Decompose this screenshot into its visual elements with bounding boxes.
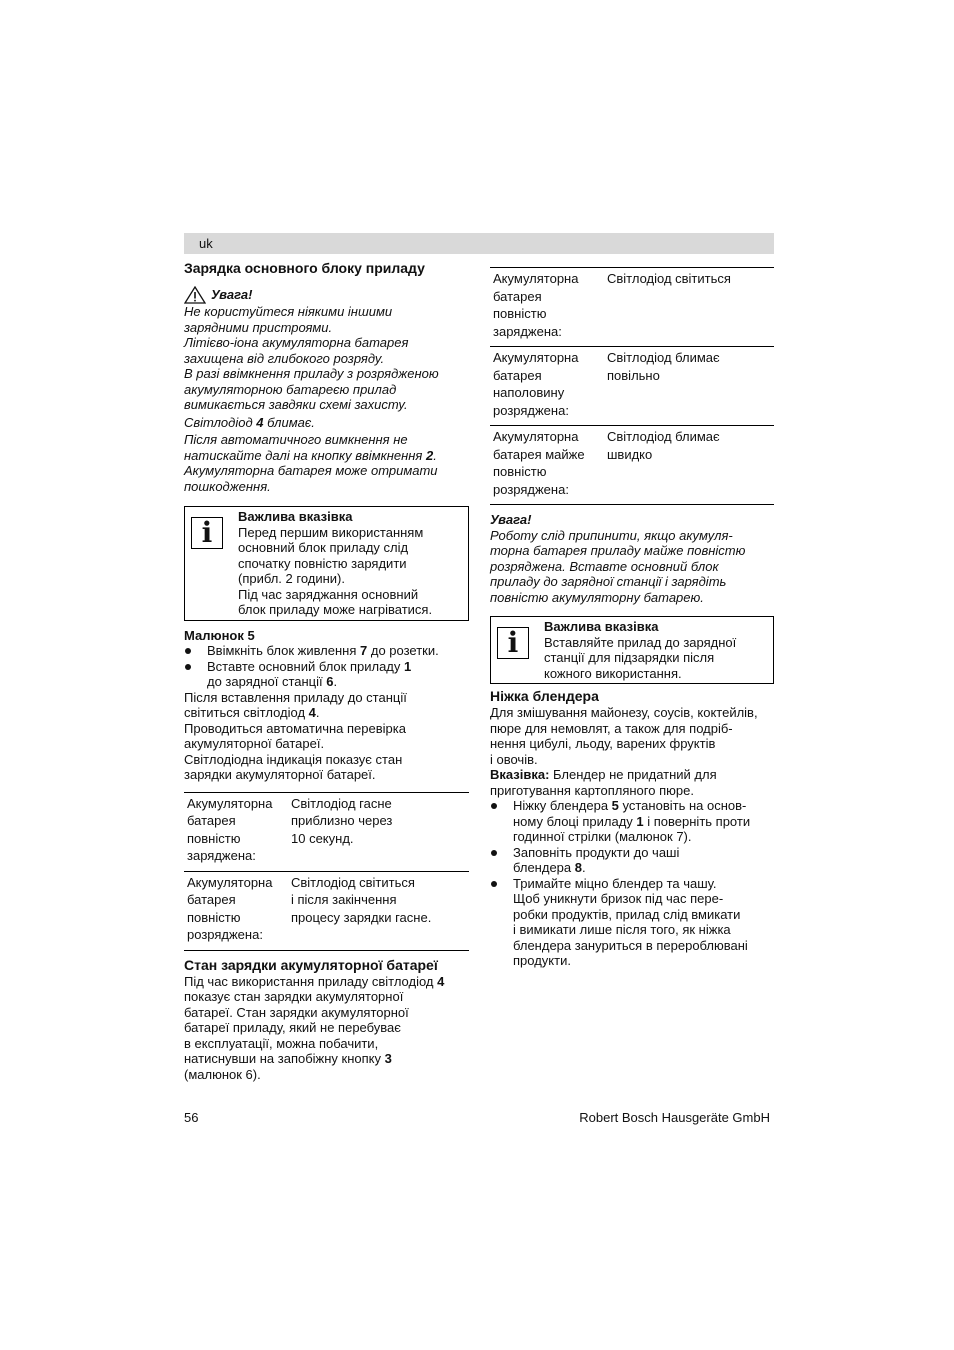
- warning-triangle-icon: [184, 286, 206, 304]
- warning-line: повністю акумуляторну батарею.: [490, 589, 704, 605]
- table-cell: Світлодіод гасне приблизно через 10 секунд.: [291, 795, 393, 846]
- body-line: (малюнок 6).: [184, 1066, 261, 1082]
- after-off-line: Після автоматичного вимкнення не: [184, 432, 408, 447]
- note-line: станції для підзарядки після: [544, 650, 715, 665]
- section-heading-blender: Ніжка блендера: [490, 688, 599, 704]
- body-line: і овочів.: [490, 751, 538, 767]
- list-item: Ніжку блендера 5 установіть на основ- ному блоці приладу 1 і поверніть проти годинної стрілки (малюнок 7).: [490, 798, 774, 845]
- table-row: [490, 426, 774, 505]
- body-line: приготування картопляного пюре.: [490, 782, 694, 798]
- warning-text-right: [490, 528, 774, 606]
- body-line: Проводиться автоматична перевірка: [184, 720, 406, 736]
- warning-title-right: Увага!: [490, 512, 532, 527]
- body-line: батареї. Стан зарядки акумуляторної: [184, 1004, 409, 1020]
- language-code: uk: [199, 236, 213, 251]
- list-item: Вставте основний блок приладу 1 до зарядної станції 6.: [184, 659, 469, 690]
- warning-line: акумуляторною батареєю прилад: [184, 381, 397, 397]
- warning-line: Роботу слід припинити, якщо акумуля-: [490, 527, 733, 543]
- table-row: [184, 871, 469, 950]
- list-item: Тримайте міцно блендер та чашу. Щоб уникнути бризок під час пере- робки продуктів, прилад слід вмикати і вимикати лише після того, як ніжка блендера зануриться в перероблювані продукти.: [490, 876, 774, 969]
- note-line: Вставляйте прилад до зарядної: [544, 634, 737, 650]
- body-line: Після вставлення приладу до станції: [184, 689, 407, 705]
- note-line: (прибл. 2 години).: [238, 571, 346, 586]
- important-note-box-right: [490, 616, 774, 684]
- figure-label: Малюнок 5: [184, 627, 255, 643]
- table-cell: Світлодіод блимає швидко: [607, 429, 720, 462]
- body-line: нення цибулі, льоду, варених фруктів: [490, 736, 716, 751]
- after-off-line: натискайте далі на кнопку ввімкнення 2.: [184, 447, 437, 463]
- list-item: Ввімкніть блок живлення 7 до розетки.: [184, 643, 469, 659]
- table-cell: Акумуляторна батарея повністю заряджена:: [493, 271, 579, 339]
- info-icon: i: [497, 627, 529, 659]
- warning-line: торна батарея приладу майже повністю: [490, 543, 746, 558]
- section-heading-charging: Зарядка основного блоку приладу: [184, 260, 425, 276]
- blender-instruction-list: [490, 798, 774, 969]
- note-title: Важлива вказівка: [238, 509, 353, 524]
- warning-line: вимикається завдяки схемі захисту.: [184, 397, 408, 412]
- section-heading-battery-state: Стан зарядки акумуляторної батареї: [184, 956, 438, 973]
- page-number: 56: [184, 1110, 199, 1125]
- note-line: кожного використання.: [544, 665, 682, 681]
- body-line: натиснувши на запобіжну кнопку 3: [184, 1051, 392, 1066]
- body-line: батареї приладу, який не перебуває: [184, 1020, 401, 1035]
- warning-line: захищена від глибокого розряду.: [184, 350, 385, 366]
- body-line: акумуляторної батареї.: [184, 736, 325, 751]
- warning-line: розряджена. Вставте основний блок: [490, 558, 719, 574]
- right-column: [490, 267, 774, 969]
- table-row: [490, 268, 774, 347]
- body-line: світиться світлодіод 4.: [184, 705, 320, 720]
- warning-line: Літієво-іона акумуляторна батарея: [184, 335, 409, 350]
- language-bar: [184, 233, 774, 254]
- note-line: Під час заряджання основний: [238, 586, 419, 602]
- table-cell: Акумуляторна батарея повністю заряджена:: [187, 795, 273, 863]
- body-line: Світлодіодна індикація показує стан: [184, 751, 403, 767]
- table-cell: Світлодіод блимає повільно: [607, 350, 720, 383]
- body-line: Під час використання приладу світлодіод 4: [184, 973, 445, 989]
- hint-line: Вказівка: Блендер не придатний для: [490, 767, 717, 782]
- body-line: зарядки акумуляторної батареї.: [184, 767, 376, 782]
- company-name: Robert Bosch Hausgeräte GmbH: [579, 1110, 770, 1125]
- warning-line: зарядними пристроями.: [184, 319, 333, 335]
- body-line: в експлуатації, можна побачити,: [184, 1035, 379, 1051]
- left-column: [184, 260, 469, 1082]
- after-off-line: Акумуляторна батарея може отримати: [184, 463, 438, 478]
- note-line: основний блок приладу слід: [238, 540, 409, 555]
- note-title: Важлива вказівка: [544, 619, 659, 634]
- body-line: Для змішування майонезу, соусів, коктейлів,: [490, 705, 758, 720]
- info-icon: i: [191, 517, 223, 549]
- led-status-table: [490, 267, 774, 505]
- body-line: пюре для немовлят, а також для подріб-: [490, 720, 733, 736]
- warning-header: [184, 286, 469, 304]
- warning-text: [184, 304, 469, 494]
- table-cell: Акумуляторна батарея майже повністю розряджена:: [493, 429, 585, 497]
- instruction-list: [184, 643, 469, 690]
- table-row: [490, 347, 774, 426]
- body-line: показує стан зарядки акумуляторної: [184, 989, 404, 1004]
- warning-line: приладу до зарядної станції і зарядіть: [490, 574, 727, 589]
- table-cell: Світлодіод світиться: [607, 271, 731, 286]
- warning-line: В разі ввімкнення приладу з розрядженою: [184, 366, 439, 381]
- important-note-box: [184, 506, 469, 621]
- table-cell: Акумуляторна батарея повністю розряджена:: [187, 874, 273, 942]
- table-row: [184, 792, 469, 871]
- after-off-line: пошкодження.: [184, 478, 271, 494]
- note-line: Перед першим використанням: [238, 524, 424, 540]
- note-line: блок приладу може нагріватися.: [238, 602, 433, 617]
- table-cell: Світлодіод світиться і після закінчення процесу зарядки гасне.: [291, 874, 432, 925]
- warning-title: Увага!: [211, 287, 253, 303]
- table-cell: Акумуляторна батарея наполовину розряджена:: [493, 350, 579, 418]
- note-line: спочатку повністю зарядити: [238, 555, 407, 571]
- warning-line: Не користуйтеся ніякими іншими: [184, 304, 393, 319]
- list-item: Заповніть продукти до чаші блендера 8.: [490, 845, 774, 876]
- charge-status-table: [184, 792, 469, 951]
- led-blink-text: Світлодіод 4 блимає.: [184, 414, 315, 430]
